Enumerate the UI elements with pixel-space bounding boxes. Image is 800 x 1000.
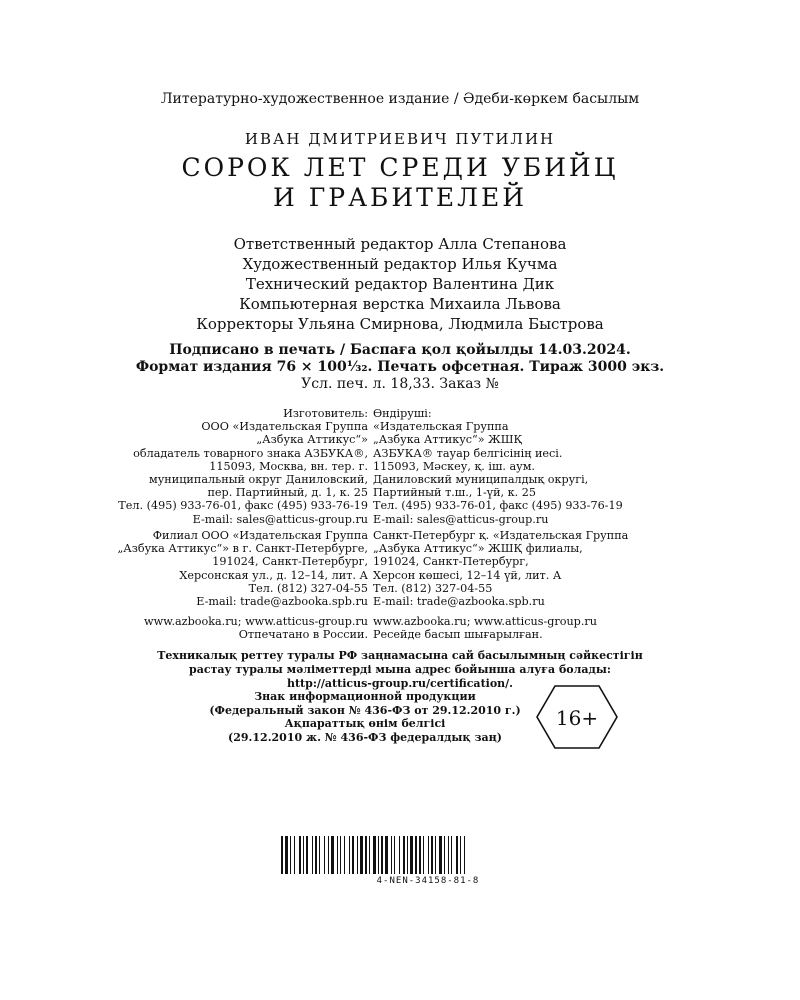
branch-block-kz [373,529,628,608]
manufacturer-line: E-mail: sales@atticus-group.ru [373,512,549,526]
manufacturer-line: Өндіруші: [373,407,432,420]
credit-line: Корректоры Ульяна Смирнова, Людмила Быстрова [196,315,604,333]
web-line: Ресейде басып шығарылған. [373,628,543,642]
manufacturer-line: Партийный т.ш., 1-үй, к. 25 [373,486,537,500]
manufacturer-line: E-mail: sales@atticus-group.ru [192,512,368,526]
web-line: Отпечатано в России. [238,628,368,642]
manufacturer-line: „Азбука Аттикус“» ЖШҚ [373,433,523,447]
age-rating-badge [535,684,619,750]
kazakh-column [373,407,703,642]
age-rating-label: 16+ [555,706,599,730]
manufacturer-line: ООО «Издательская Группа [201,420,368,434]
author-name: ИВАН ДМИТРИЕВИЧ ПУТИЛИН [244,130,556,148]
branch-line: Санкт-Петербург қ. «Издательская Группа [373,529,629,542]
title-line: И ГРАБИТЕЛЕЙ [272,183,528,212]
web-line: www.azbooka.ru; www.atticus-group.ru [144,615,368,628]
title-line: СОРОК ЛЕТ СРЕДИ УБИЙЦ [181,153,619,182]
sign-line: Знак информационной продукции [254,690,476,703]
branch-block-ru [117,529,368,608]
branch-line: „Азбука Аттикус“» ЖШҚ филиалы, [373,542,583,556]
manufacturer-line: Даниловский муниципалдық округі, [373,473,589,487]
sign-line: (Федеральный закон № 436-ФЗ от 29.12.2010 г.) [209,703,521,717]
tech-line: http://atticus-group.ru/certification/. [286,677,514,690]
web-line: www.azbooka.ru; www.atticus-group.ru [373,615,597,628]
branch-line: Херсон көшесі, 12–14 үй, лит. А [373,568,562,582]
manufacturer-line: Изготовитель: [283,407,368,420]
branch-line: Херсонская ул., д. 12–14, лит. А [179,568,368,582]
manufacturer-line: «Издательская Группа [373,420,509,434]
manufacturer-block-kz [373,407,703,526]
barcode-number: 4-NEN-34158-81-8 [376,876,480,886]
manufacturer-block-ru [100,407,368,526]
manufacturer-line: пер. Партийный, д. 1, к. 25 [207,486,368,500]
print-info-line: Формат издания 76 × 100¹⁄₃₂. Печать офсетная. Тираж 3000 экз. [135,359,665,375]
web-block-ru [144,615,368,641]
manufacturer-line: Тел. (495) 933-76-01, факс (495) 933-76-19 [373,499,623,513]
print-info [0,342,800,393]
branch-line: 191024, Санкт-Петербург, [373,555,529,569]
manufacturer-line: „Азбука Аттикус“» [256,433,368,447]
branch-line: E-mail: trade@azbooka.spb.ru [196,595,368,609]
manufacturer-line: Тел. (495) 933-76-01, факс (495) 933-76-19 [118,499,368,513]
credit-line: Ответственный редактор Алла Степанова [233,235,567,253]
manufacturer-line: 115093, Москва, вн. тер. г. [209,459,368,473]
credit-line: Технический редактор Валентина Дик [245,275,555,293]
manufacturer-line: муниципальный округ Даниловский, [149,473,368,487]
web-block-kz [373,615,597,641]
credit-line: Художественный редактор Илья Кучма [242,255,558,273]
tech-line: Техникалық реттеу туралы РФ заңнамасына сай басылымның сәйкестігін [157,649,643,662]
series-line: Литературно-художественное издание / Әдеби-көркем басылым [160,91,640,107]
credit-line: Компьютерная верстка Михаила Львова [239,295,561,313]
branch-line: 191024, Санкт-Петербург, [212,555,368,569]
tech-regulation-note [0,649,800,691]
print-info-line: Подписано в печать / Баспаға қол қойылды 14.03.2024. [169,342,631,358]
branch-line: Филиал ООО «Издательская Группа [152,529,368,542]
barcode-icon [279,836,577,874]
print-info-line: Усл. печ. л. 18,33. Заказ № [301,376,499,392]
book-title [0,153,800,213]
sign-line: Ақпараттық өнім белгісі [284,717,446,730]
branch-line: „Азбука Аттикус“» в г. Санкт-Петербурге, [117,542,368,556]
tech-line: растау туралы мәліметтерді мына адрес бойынша алуға болады: [189,663,611,676]
info-product-sign [0,690,730,744]
manufacturer-line: АЗБУКА® тауар белгісінің иесі. [373,446,563,460]
branch-line: Тел. (812) 327-04-55 [373,581,493,595]
manufacturer-line: обладатель товарного знака АЗБУКА®, [133,446,368,460]
sign-line: (29.12.2010 ж. № 436-ФЗ федералдық заң) [228,730,502,744]
manufacturer-line: 115093, Мәскеу, қ. іш. аум. [373,459,535,473]
credits-list [0,234,800,334]
russian-column [100,407,368,642]
branch-line: Тел. (812) 327-04-55 [248,581,368,595]
branch-line: E-mail: trade@azbooka.spb.ru [373,595,545,609]
